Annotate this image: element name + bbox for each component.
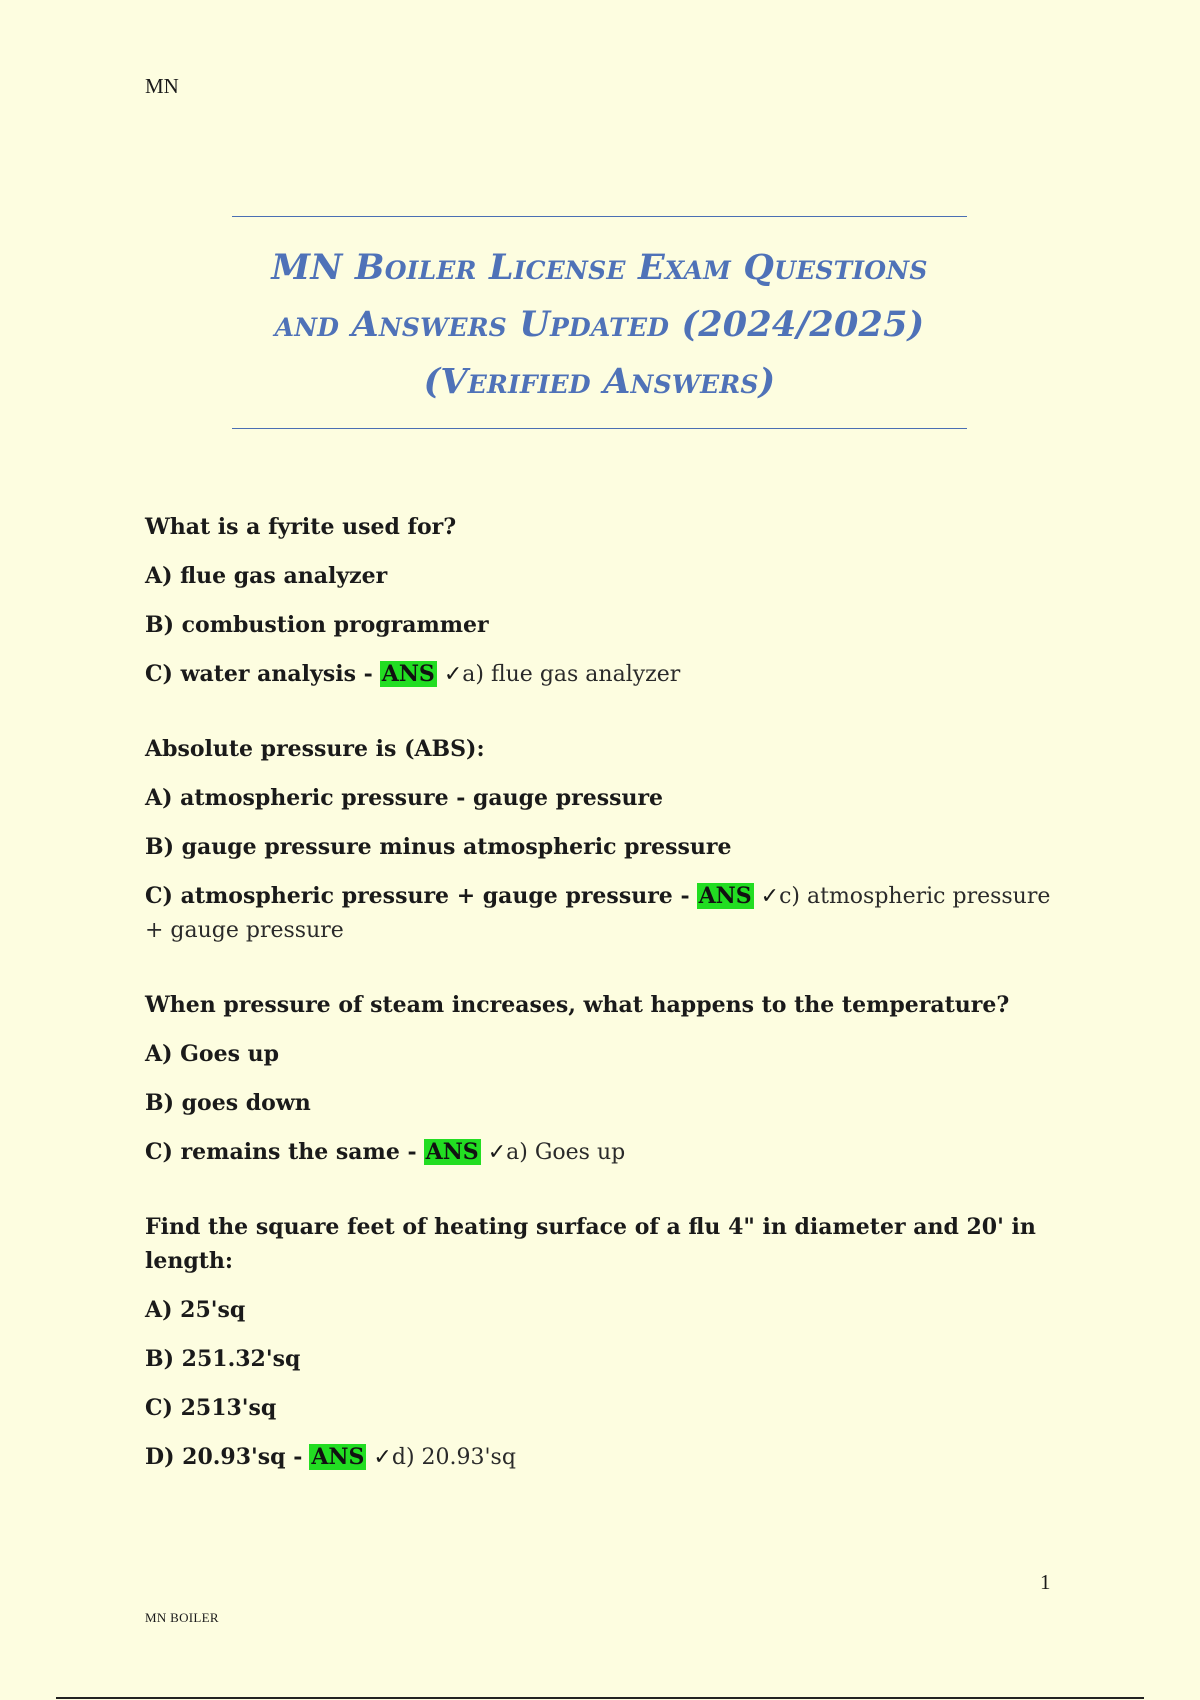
answer-text: a) Goes up [506,1140,626,1165]
page-header: MN [145,74,179,98]
ans-badge: ANS [698,883,752,909]
option-b: B) goes down [145,1090,311,1116]
option-b: B) combustion programmer [145,612,489,638]
footer-divider [56,1697,1144,1699]
answer-text: a) flue gas analyzer [462,662,681,687]
title-line-2: and Answers Updated (2024/2025) [274,304,925,345]
option-with-answer [145,1135,1055,1170]
page-number: 1 [1040,1570,1051,1594]
question-block-2 [145,732,1055,948]
question-text: What is a fyrite used for? [145,514,457,540]
question-text: Find the square feet of heating surface of a flu 4" in diameter and 20' in length: [145,1214,1036,1274]
question-block-1 [145,510,1055,692]
option-b: B) 251.32'sq [145,1346,301,1372]
option-a: A) flue gas analyzer [145,563,388,589]
option-c: C) atmospheric pressure + gauge pressure - [145,883,690,909]
title-line-3: (Verified Answers) [423,361,776,402]
question-text: When pressure of steam increases, what happens to the temperature? [145,992,1010,1018]
checkmark-icon: ✓ [487,1140,507,1165]
question-block-4 [145,1210,1055,1475]
checkmark-icon: ✓ [760,884,780,909]
question-text: Absolute pressure is (ABS): [145,736,485,762]
option-with-answer [145,879,1055,948]
option-a: A) Goes up [145,1041,280,1067]
option-c: C) 2513'sq [145,1395,277,1421]
checkmark-icon: ✓ [373,1445,392,1470]
checkmark-icon: ✓ [443,662,463,687]
option-d: D) 20.93'sq - [145,1444,303,1470]
ans-badge: ANS [425,1139,479,1165]
questions-list [145,510,1055,1515]
option-b: B) gauge pressure minus atmospheric pressure [145,834,732,860]
answer-text: c) atmospheric pressure + gauge pressure [145,884,1051,943]
ans-badge: ANS [381,661,435,687]
ans-badge: ANS [311,1444,365,1470]
option-c: C) water analysis - [145,661,373,687]
option-a: A) atmospheric pressure - gauge pressure [145,785,664,811]
option-with-answer [145,1440,1055,1475]
option-with-answer [145,657,1055,692]
title-line-1: MN Boiler License Exam Questions [271,247,928,288]
title-block [232,216,967,429]
option-a: A) 25'sq [145,1297,246,1323]
footer-label: MN BOILER [145,1610,219,1625]
option-c: C) remains the same - [145,1139,417,1165]
answer-text: d) 20.93'sq [391,1445,516,1470]
question-block-3 [145,988,1055,1170]
